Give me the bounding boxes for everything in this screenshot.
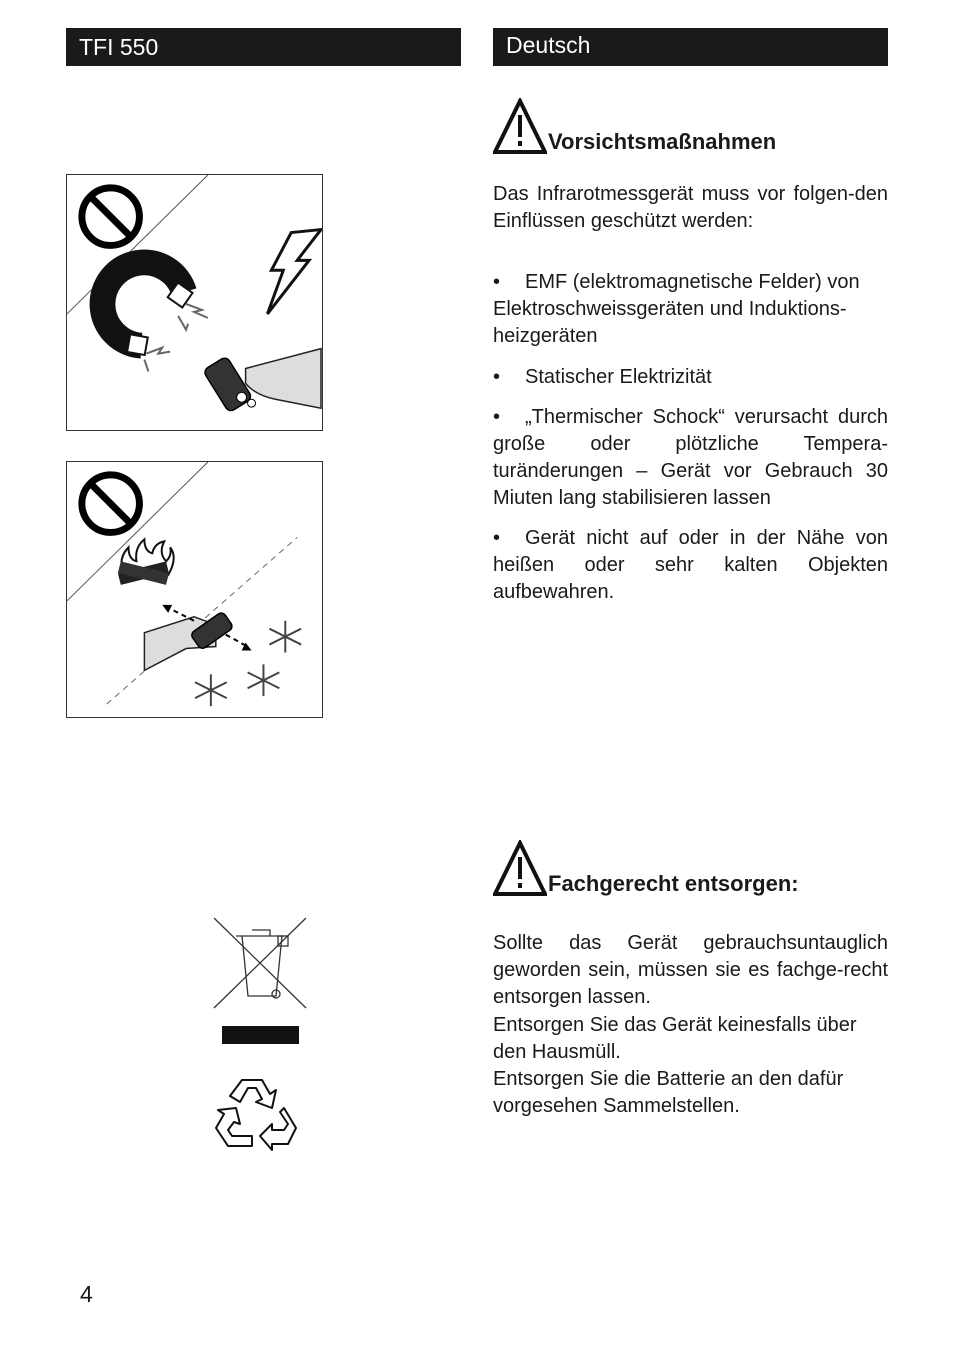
model-label: TFI 550 (79, 34, 159, 60)
page-number: 4 (80, 1281, 93, 1307)
recycle-icon (212, 1074, 300, 1154)
precautions-title: Vorsichtsmaßnahmen (548, 129, 777, 154)
model-header (66, 28, 461, 66)
magnet-icon (102, 262, 207, 371)
warning-triangle-icon (493, 98, 547, 154)
disposal-paragraph: Sollte das Gerät gebrauchsuntauglich geworden sein, müssen sie es fachge-recht entsorgen lassen. (493, 932, 888, 1008)
hand-device-icon (144, 611, 233, 670)
figure-thermal-shock (66, 461, 323, 718)
prohibition-icon (82, 475, 140, 533)
disposal-title: Fachgerecht entsorgen: (548, 871, 799, 896)
emf-illustration (67, 175, 322, 430)
fire-icon (118, 539, 174, 585)
precautions-heading (493, 96, 893, 156)
language-label: Deutsch (506, 32, 591, 58)
precautions-intro: Das Infrarotmessgerät muss vor folgen-den Einflüssen geschützt werden: (493, 183, 888, 232)
crossed-out-bin-icon (212, 914, 308, 1010)
disposal-heading (493, 838, 893, 898)
warning-triangle-icon (493, 840, 547, 896)
disposal-paragraph: Entsorgen Sie das Gerät keinesfalls über den Hausmüll. (493, 1014, 857, 1063)
list-item: • Gerät nicht auf oder in der Nähe von heißen oder sehr kalten Objekten aufbewahren. (493, 527, 888, 603)
thermal-illustration (67, 462, 322, 717)
list-item: • EMF (elektromagnetische Felder) von Elektroschweissgeräten und Induktions-heizgeräten (493, 271, 860, 347)
list-item: • „Thermischer Schock“ verursacht durch große oder plötzliche Tempera-turänderungen – Gerät vor Gebrauch 30 Miuten lang stabilisieren lassen (493, 406, 888, 509)
figure-emf-static (66, 174, 323, 431)
language-header (493, 28, 888, 66)
prohibition-icon (82, 188, 140, 246)
disposal-paragraph: Entsorgen Sie die Batterie an den dafür vorgesehen Sammelstellen. (493, 1068, 844, 1117)
list-item: • Statischer Elektrizität (493, 366, 712, 388)
hand-device-icon (203, 349, 321, 413)
lightning-icon (267, 230, 321, 314)
weee-bar (222, 1026, 299, 1044)
